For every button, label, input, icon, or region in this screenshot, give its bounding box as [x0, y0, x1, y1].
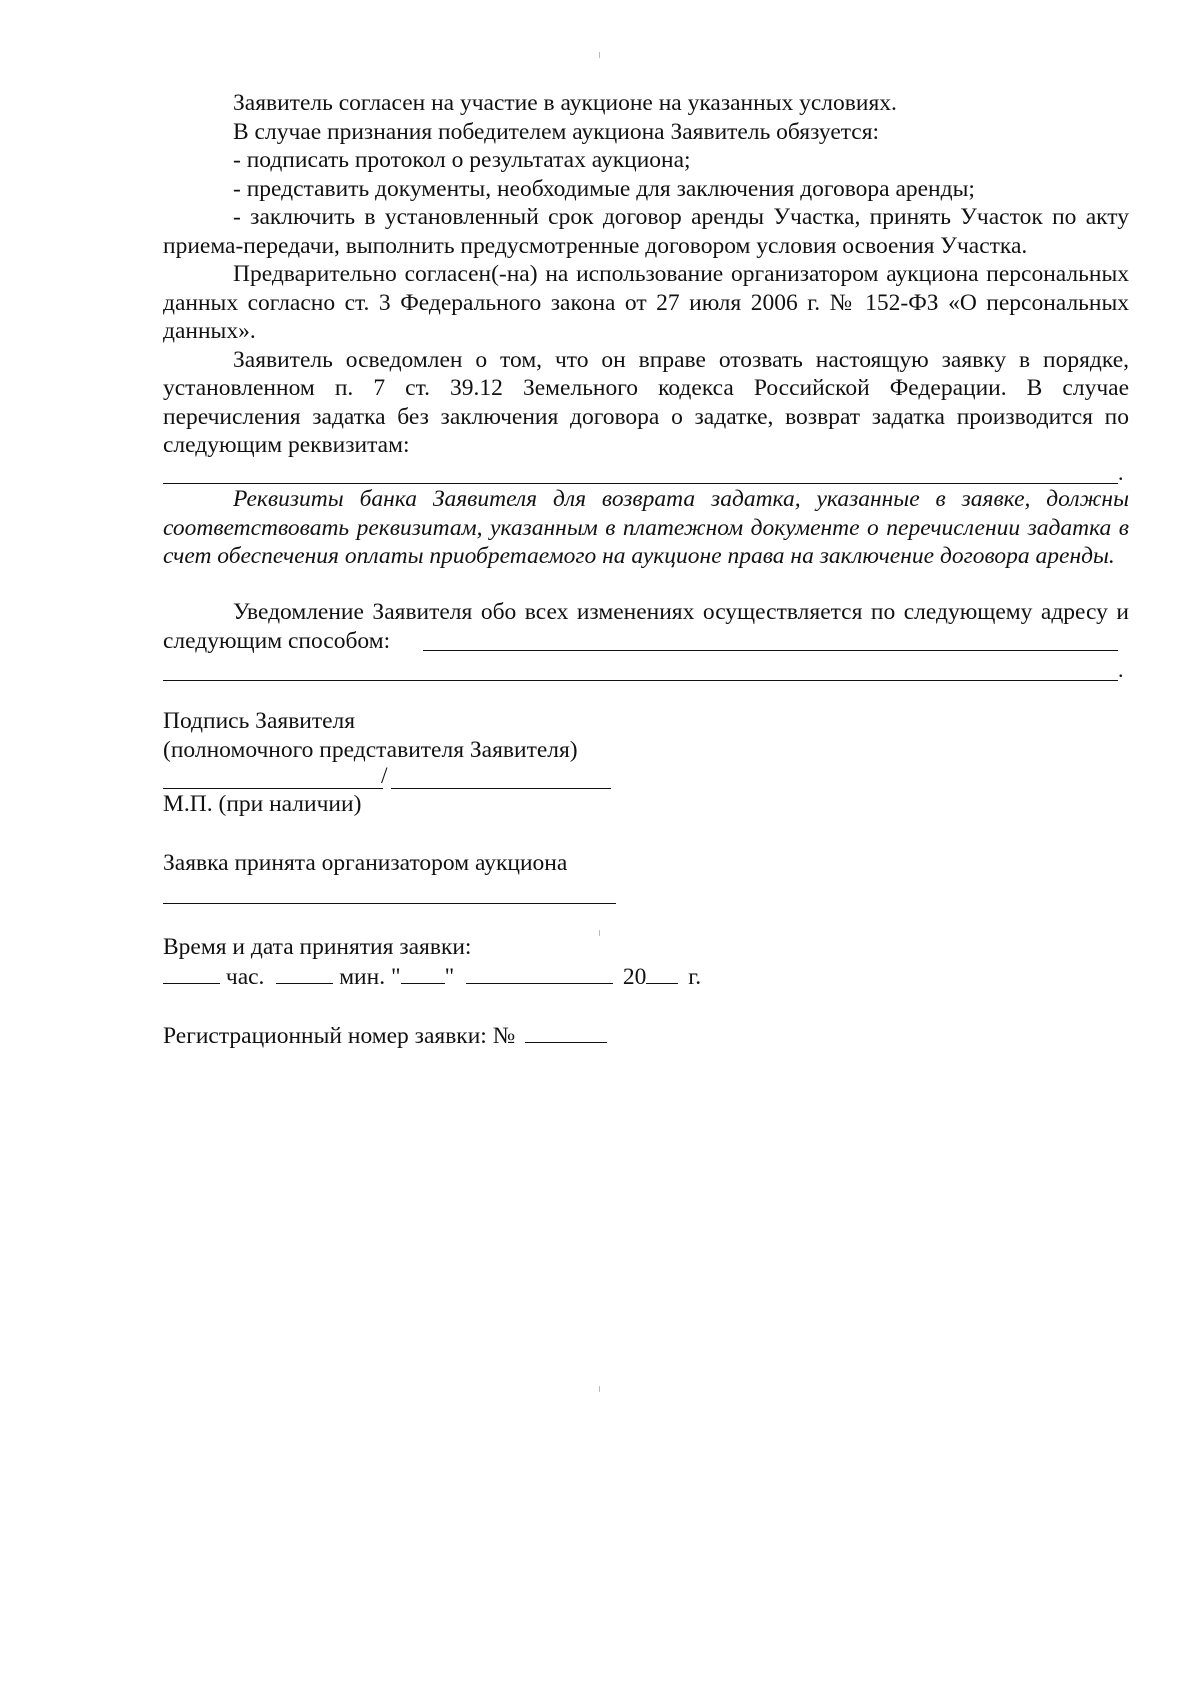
- scan-speck: [599, 52, 600, 58]
- quote-close: ": [444, 964, 455, 990]
- datetime-label: Время и дата принятия заявки:: [163, 934, 472, 960]
- line-end-period: .: [1118, 460, 1124, 485]
- scan-speck: [599, 1386, 600, 1392]
- month-field[interactable]: [466, 961, 613, 984]
- day-field[interactable]: [401, 961, 445, 984]
- accepted-signature-line[interactable]: [163, 903, 616, 904]
- signature-name-line[interactable]: [391, 788, 611, 789]
- signature-line[interactable]: [163, 788, 383, 789]
- obligation-item-3: - заключить в установленный срок договор аренды Участка, принять Участок по акту приема-передачи, выполнить предусмотренные договором условия освоения Участка.: [163, 204, 1129, 259]
- year-field[interactable]: [646, 961, 678, 984]
- obligation-item-1: - подписать протокол о результатах аукциона;: [233, 147, 691, 173]
- quote-open: ": [390, 964, 401, 990]
- obligation-item-2: - представить документы, необходимые для заключения договора аренды;: [233, 175, 975, 202]
- datetime-row: [163, 961, 701, 991]
- bank-note-section: [163, 485, 1129, 571]
- bank-details-line[interactable]: [163, 483, 1118, 484]
- minute-label: мин.: [339, 964, 386, 990]
- accepted-label: Заявка принята организатором аукциона: [163, 850, 568, 876]
- registration-label: Регистрационный номер заявки: №: [163, 1023, 516, 1049]
- obligation-intro: В случае признания победителем аукциона Заявитель обязуется:: [233, 118, 880, 145]
- bank-note-paragraph: Реквизиты банка Заявителя для возврата задатка, указанные в заявке, должны соответствовать реквизитам, указанным в платежном документе о перечислении задатка в счет обеспечения оплаты приобретаемого на аукционе права на заключение договора аренды.: [163, 486, 1129, 569]
- conditions-section: [163, 89, 1129, 460]
- minute-field[interactable]: [276, 961, 333, 984]
- notification-section: [163, 598, 1129, 655]
- line-end-period: .: [1118, 657, 1124, 682]
- withdrawal-paragraph: Заявитель осведомлен о том, что он вправе отозвать настоящую заявку в порядке, установленном п. 7 ст. 39.12 Земельного кодекса Российской Федерации. В случае перечисления задатка без заключения договора о задатке, возврат задатка производится по следующим реквизитам:: [163, 346, 1129, 458]
- seal-label: М.П. (при наличии): [163, 791, 362, 817]
- signature-slash: /: [381, 763, 388, 789]
- notification-address-line-2[interactable]: [163, 680, 1118, 681]
- notification-text: Уведомление Заявителя обо всех изменениях осуществляется по следующему адресу и следующим способом:: [163, 599, 1129, 654]
- year-prefix: 20: [622, 964, 647, 990]
- notification-address-line-1[interactable]: [423, 650, 1118, 651]
- consent-paragraph: Заявитель согласен на участие в аукционе на указанных условиях.: [233, 90, 897, 116]
- notification-paragraph: [163, 598, 1129, 655]
- hour-label: час.: [225, 964, 265, 990]
- signature-sublabel: (полномочного представителя Заявителя): [163, 737, 578, 763]
- registration-row: [163, 1020, 607, 1050]
- hour-field[interactable]: [163, 961, 220, 984]
- scan-speck: [599, 930, 600, 936]
- year-suffix: г.: [688, 964, 702, 990]
- registration-number-field[interactable]: [525, 1020, 607, 1043]
- personal-data-paragraph: Предварительно согласен(-на) на использование организатором аукциона персональных данных согласно ст. 3 Федерального закона от 27 июля 2006 г. № 152-ФЗ «О персональных данных».: [163, 261, 1129, 344]
- signature-label: Подпись Заявителя: [163, 708, 356, 734]
